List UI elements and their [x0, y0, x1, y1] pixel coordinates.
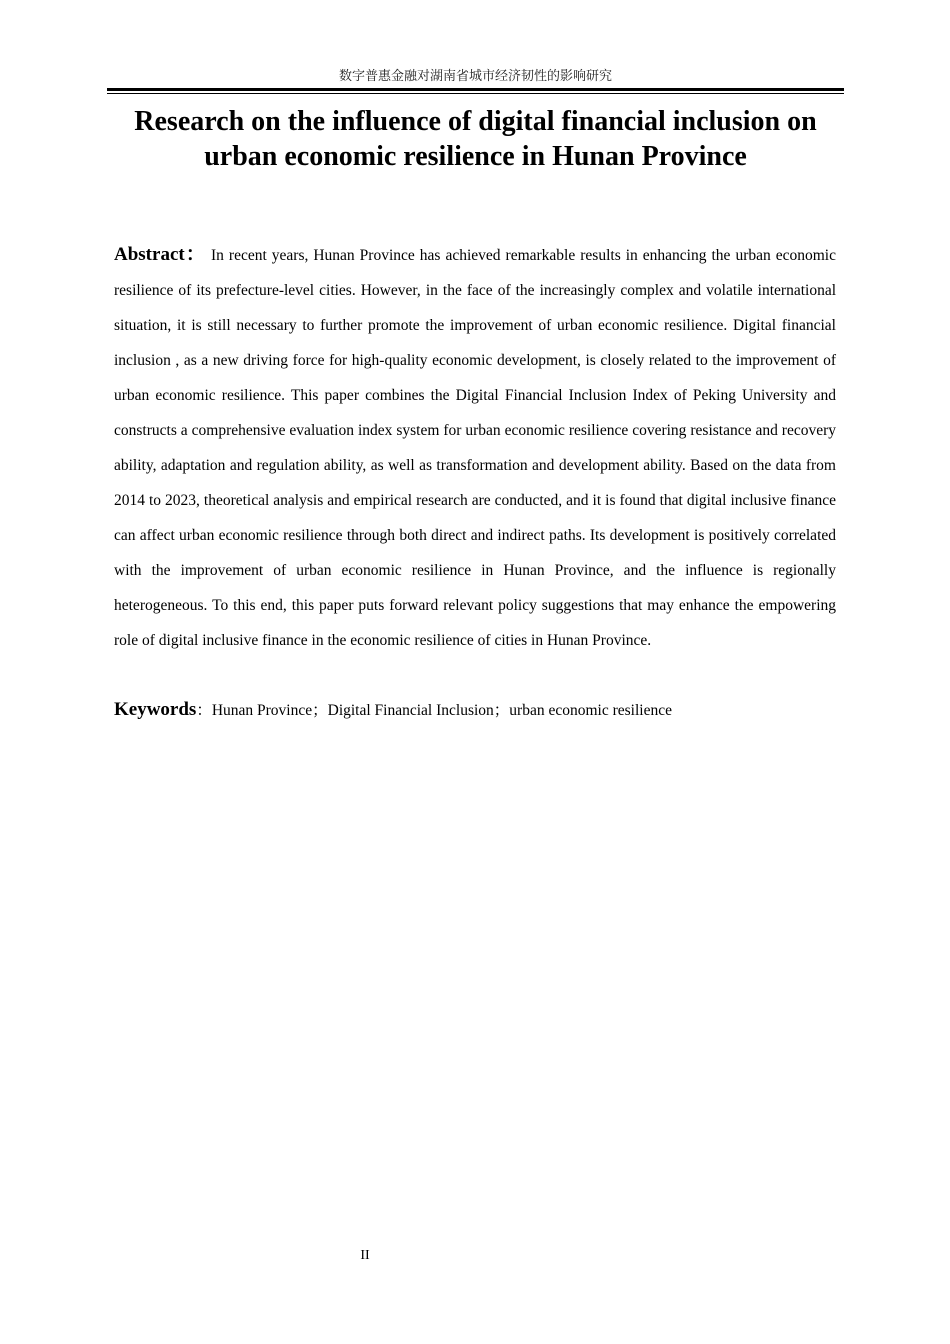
paper-title: Research on the influence of digital financial inclusion on urban economic resilience in Hunan Province [134, 106, 817, 172]
keywords-paragraph [114, 694, 836, 727]
abstract-label: Abstract： [114, 244, 206, 265]
header-rule-thick [107, 88, 844, 91]
running-header: 数字普惠金融对湖南省城市经济韧性的影响研究 [338, 69, 612, 84]
header-rule-thin [107, 93, 844, 94]
keywords-label: Keywords [114, 699, 197, 720]
abstract-paragraph [114, 237, 836, 658]
keywords-text: ：Hunan Province；Digital Financial Inclusion；urban economic resilience [196, 702, 672, 719]
abstract-text: In recent years, Hunan Province has achieved remarkable results in enhancing the urban economic resilience of its prefecture-level cities. However, in the face of the increasingly complex and volatile international situation, it is still necessary to further promote the improvement of urban economic resilience. Digital financial inclusion , as a new driving force for high-quality economic development, is closely related to the improvement of urban economic resilience. This paper combines the Digital Financial Inclusion Index of Peking University and constructs a comprehensive evaluation index system for urban economic resilience covering resistance and recovery ability, adaptation and regulation ability, as well as transformation and development ability. Based on the data from 2014 to 2023, theoretical analysis and empirical research are conducted, and it is found that digital inclusive finance can affect urban economic resilience through both direct and indirect paths. Its development is positively correlated with the improvement of urban economic resilience in Hunan Province, and the influence is regionally heterogeneous. To this end, this paper puts forward relevant policy suggestions that may enhance the empowering role of digital inclusive finance in the economic resilience of cities in Hunan Province. [114, 247, 836, 649]
page-number: II [360, 1248, 370, 1263]
